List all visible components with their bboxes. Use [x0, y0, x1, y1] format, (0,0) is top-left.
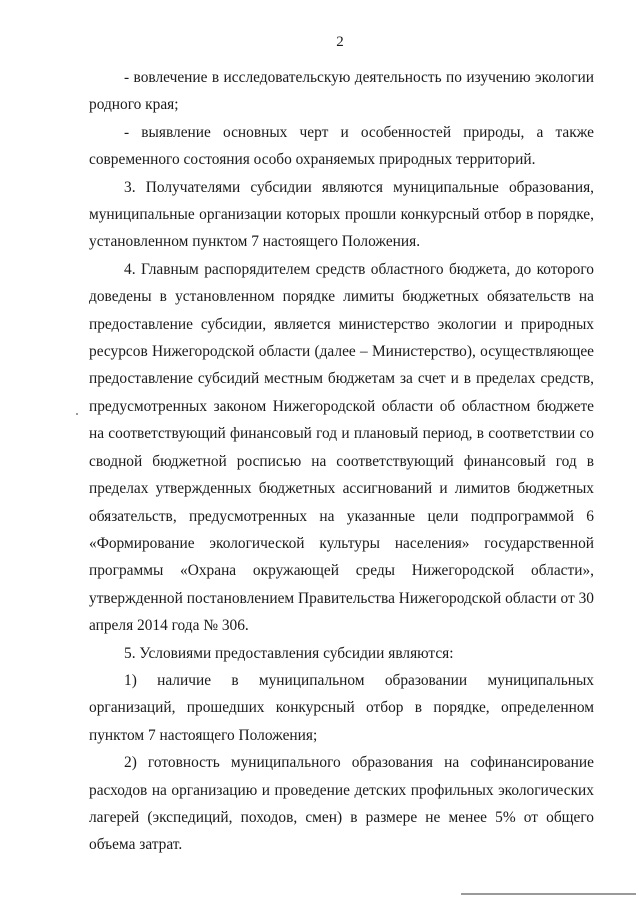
paragraph-condition-2: 2) готовность муниципального образования на софинансирование расходов на организацию и проведение детских профильных экологических лагерей (экспедиций, походов, смен) в размере не менее 5% от общего объема затрат. [89, 754, 594, 854]
paragraph-4-budget-manager: 4. Главным распорядителем средств областного бюджета, до которого доведены в установленном порядке лимиты бюджетных обязательств на предоставление субсидии, является министерство экологии и природных ресурсов Нижегородской области (далее – Министерство), осуществляющее предоставление субсидий местным бюджетам за счет и в пределах средств, предусмотренных законом Нижегородской области об областном бюджете на соответствующий финансовый год и плановый период, в соответствии со сводной бюджетной росписью на соответствующий финансовый год в пределах утвержденных бюджетных ассигнований и лимитов бюджетных обязательств, предусмотренных на указанные цели подпрограммой 6 «Формирование экологической культуры населения» государственной программы «Охрана окружающей среды Нижегородской области», утвержденной постановлением Правительства Нижегородской области от 30 апреля 2014 года № 306. [89, 260, 594, 635]
document-body [89, 64, 594, 859]
paragraph-nature-features: - выявление основных черт и особенностей природы, а также современного состояния особо охраняемых природных территорий. [89, 123, 594, 169]
paragraph-5-conditions: 5. Условиями предоставления субсидии являются: [124, 644, 454, 662]
scan-artifact-line [461, 893, 636, 895]
paragraph-3-subsidy-recipients: 3. Получателями субсидии являются муниципальные образования, муниципальные организации которых прошли конкурсный отбор в порядке, установленном пунктом 7 настоящего Положения. [89, 178, 594, 251]
paragraph-condition-1: 1) наличие в муниципальном образовании муниципальных организаций, прошедших конкурсный отбор в порядке, определенном пунктом 7 настоящего Положения; [89, 671, 594, 744]
scan-artifact-dot [76, 413, 78, 415]
page-number: 2 [336, 34, 344, 50]
paragraph-research-involvement: - вовлечение в исследовательскую деятельность по изучению экологии родного края; [89, 69, 594, 114]
